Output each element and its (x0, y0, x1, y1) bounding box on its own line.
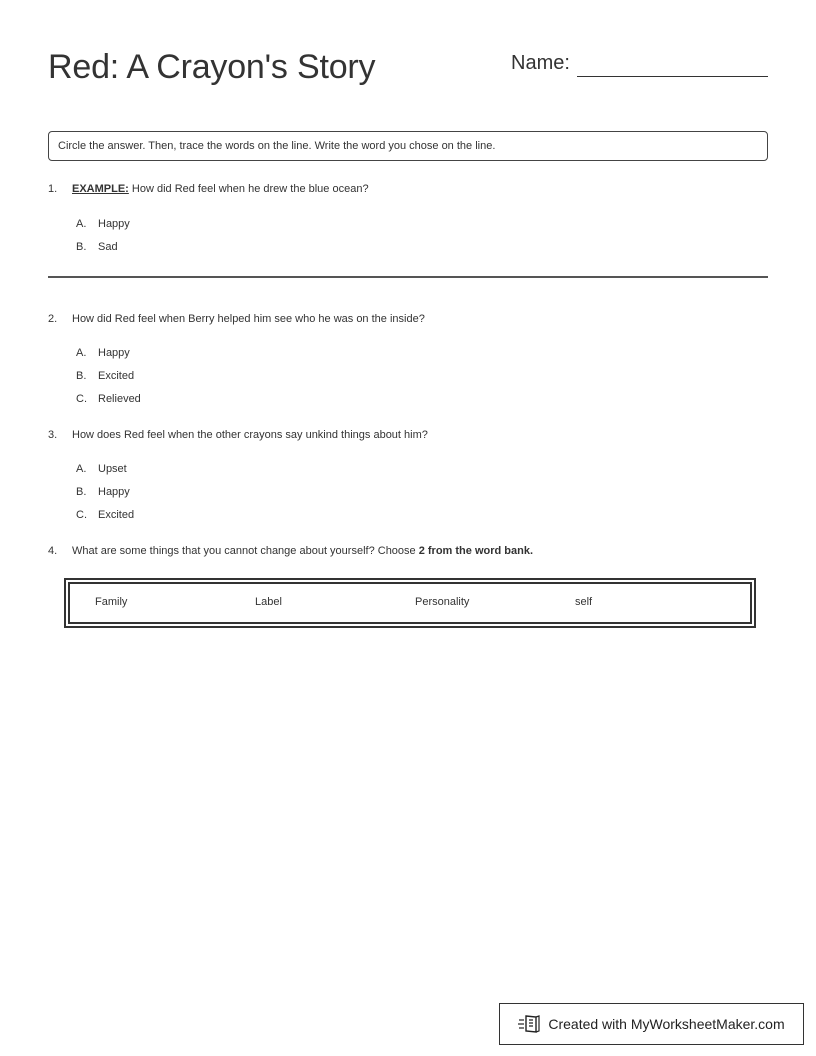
option-letter: B. (76, 486, 87, 498)
option-text: Upset (98, 463, 127, 475)
option-item[interactable] (76, 463, 127, 475)
instructions-box: Circle the answer. Then, trace the words on the line. Write the word you chose on the line. (48, 131, 768, 161)
name-line[interactable] (577, 76, 768, 77)
question-text: What are some things that you cannot change about yourself? Choose (72, 545, 419, 557)
word-bank-item[interactable]: Family (95, 596, 128, 608)
option-letter: A. (76, 347, 87, 359)
option-letter: B. (76, 370, 87, 382)
word-bank-item[interactable]: Label (255, 596, 282, 608)
option-item[interactable] (76, 509, 134, 521)
option-letter: B. (76, 241, 87, 253)
question-number: 2. (48, 313, 58, 325)
option-item[interactable] (76, 347, 130, 359)
option-letter: C. (76, 393, 87, 405)
option-item[interactable] (76, 393, 141, 405)
question-2 (48, 313, 425, 325)
question-3 (48, 429, 428, 441)
option-item[interactable] (76, 241, 118, 253)
question-1 (48, 183, 369, 195)
option-item[interactable] (76, 370, 134, 382)
option-letter: C. (76, 509, 87, 521)
option-letter: A. (76, 463, 87, 475)
example-label: EXAMPLE: (72, 183, 129, 195)
option-text: Happy (98, 347, 130, 359)
section-divider (48, 276, 768, 278)
question-text: How does Red feel when the other crayons say unkind things about him? (72, 429, 428, 441)
question-text: How did Red feel when Berry helped him see who he was on the inside? (72, 313, 425, 325)
option-text: Happy (98, 218, 130, 230)
name-label: Name: (511, 52, 570, 74)
option-text: Excited (98, 370, 135, 382)
option-text: Sad (98, 241, 118, 253)
question-bold-text: 2 from the word bank. (418, 545, 534, 557)
option-letter: A. (76, 218, 87, 230)
word-bank-item[interactable]: self (575, 596, 593, 608)
option-item[interactable] (76, 218, 130, 230)
word-bank-item[interactable]: Personality (415, 596, 470, 608)
word-bank (64, 578, 756, 628)
footer-text: Created with MyWorksheetMaker.com (548, 1016, 785, 1032)
page-title: Red: A Crayon's Story (48, 48, 376, 86)
word-bank-inner (68, 582, 752, 624)
question-number: 1. (48, 183, 58, 195)
footer-badge[interactable] (499, 1003, 804, 1045)
option-text: Happy (98, 486, 130, 498)
question-number: 4. (48, 545, 58, 557)
option-text: Relieved (98, 393, 141, 405)
worksheet-maker-logo-icon (518, 1014, 540, 1034)
question-4 (48, 545, 533, 557)
option-item[interactable] (76, 486, 130, 498)
question-text: How did Red feel when he drew the blue ocean? (128, 183, 369, 195)
option-text: Excited (98, 509, 135, 521)
question-number: 3. (48, 429, 58, 441)
